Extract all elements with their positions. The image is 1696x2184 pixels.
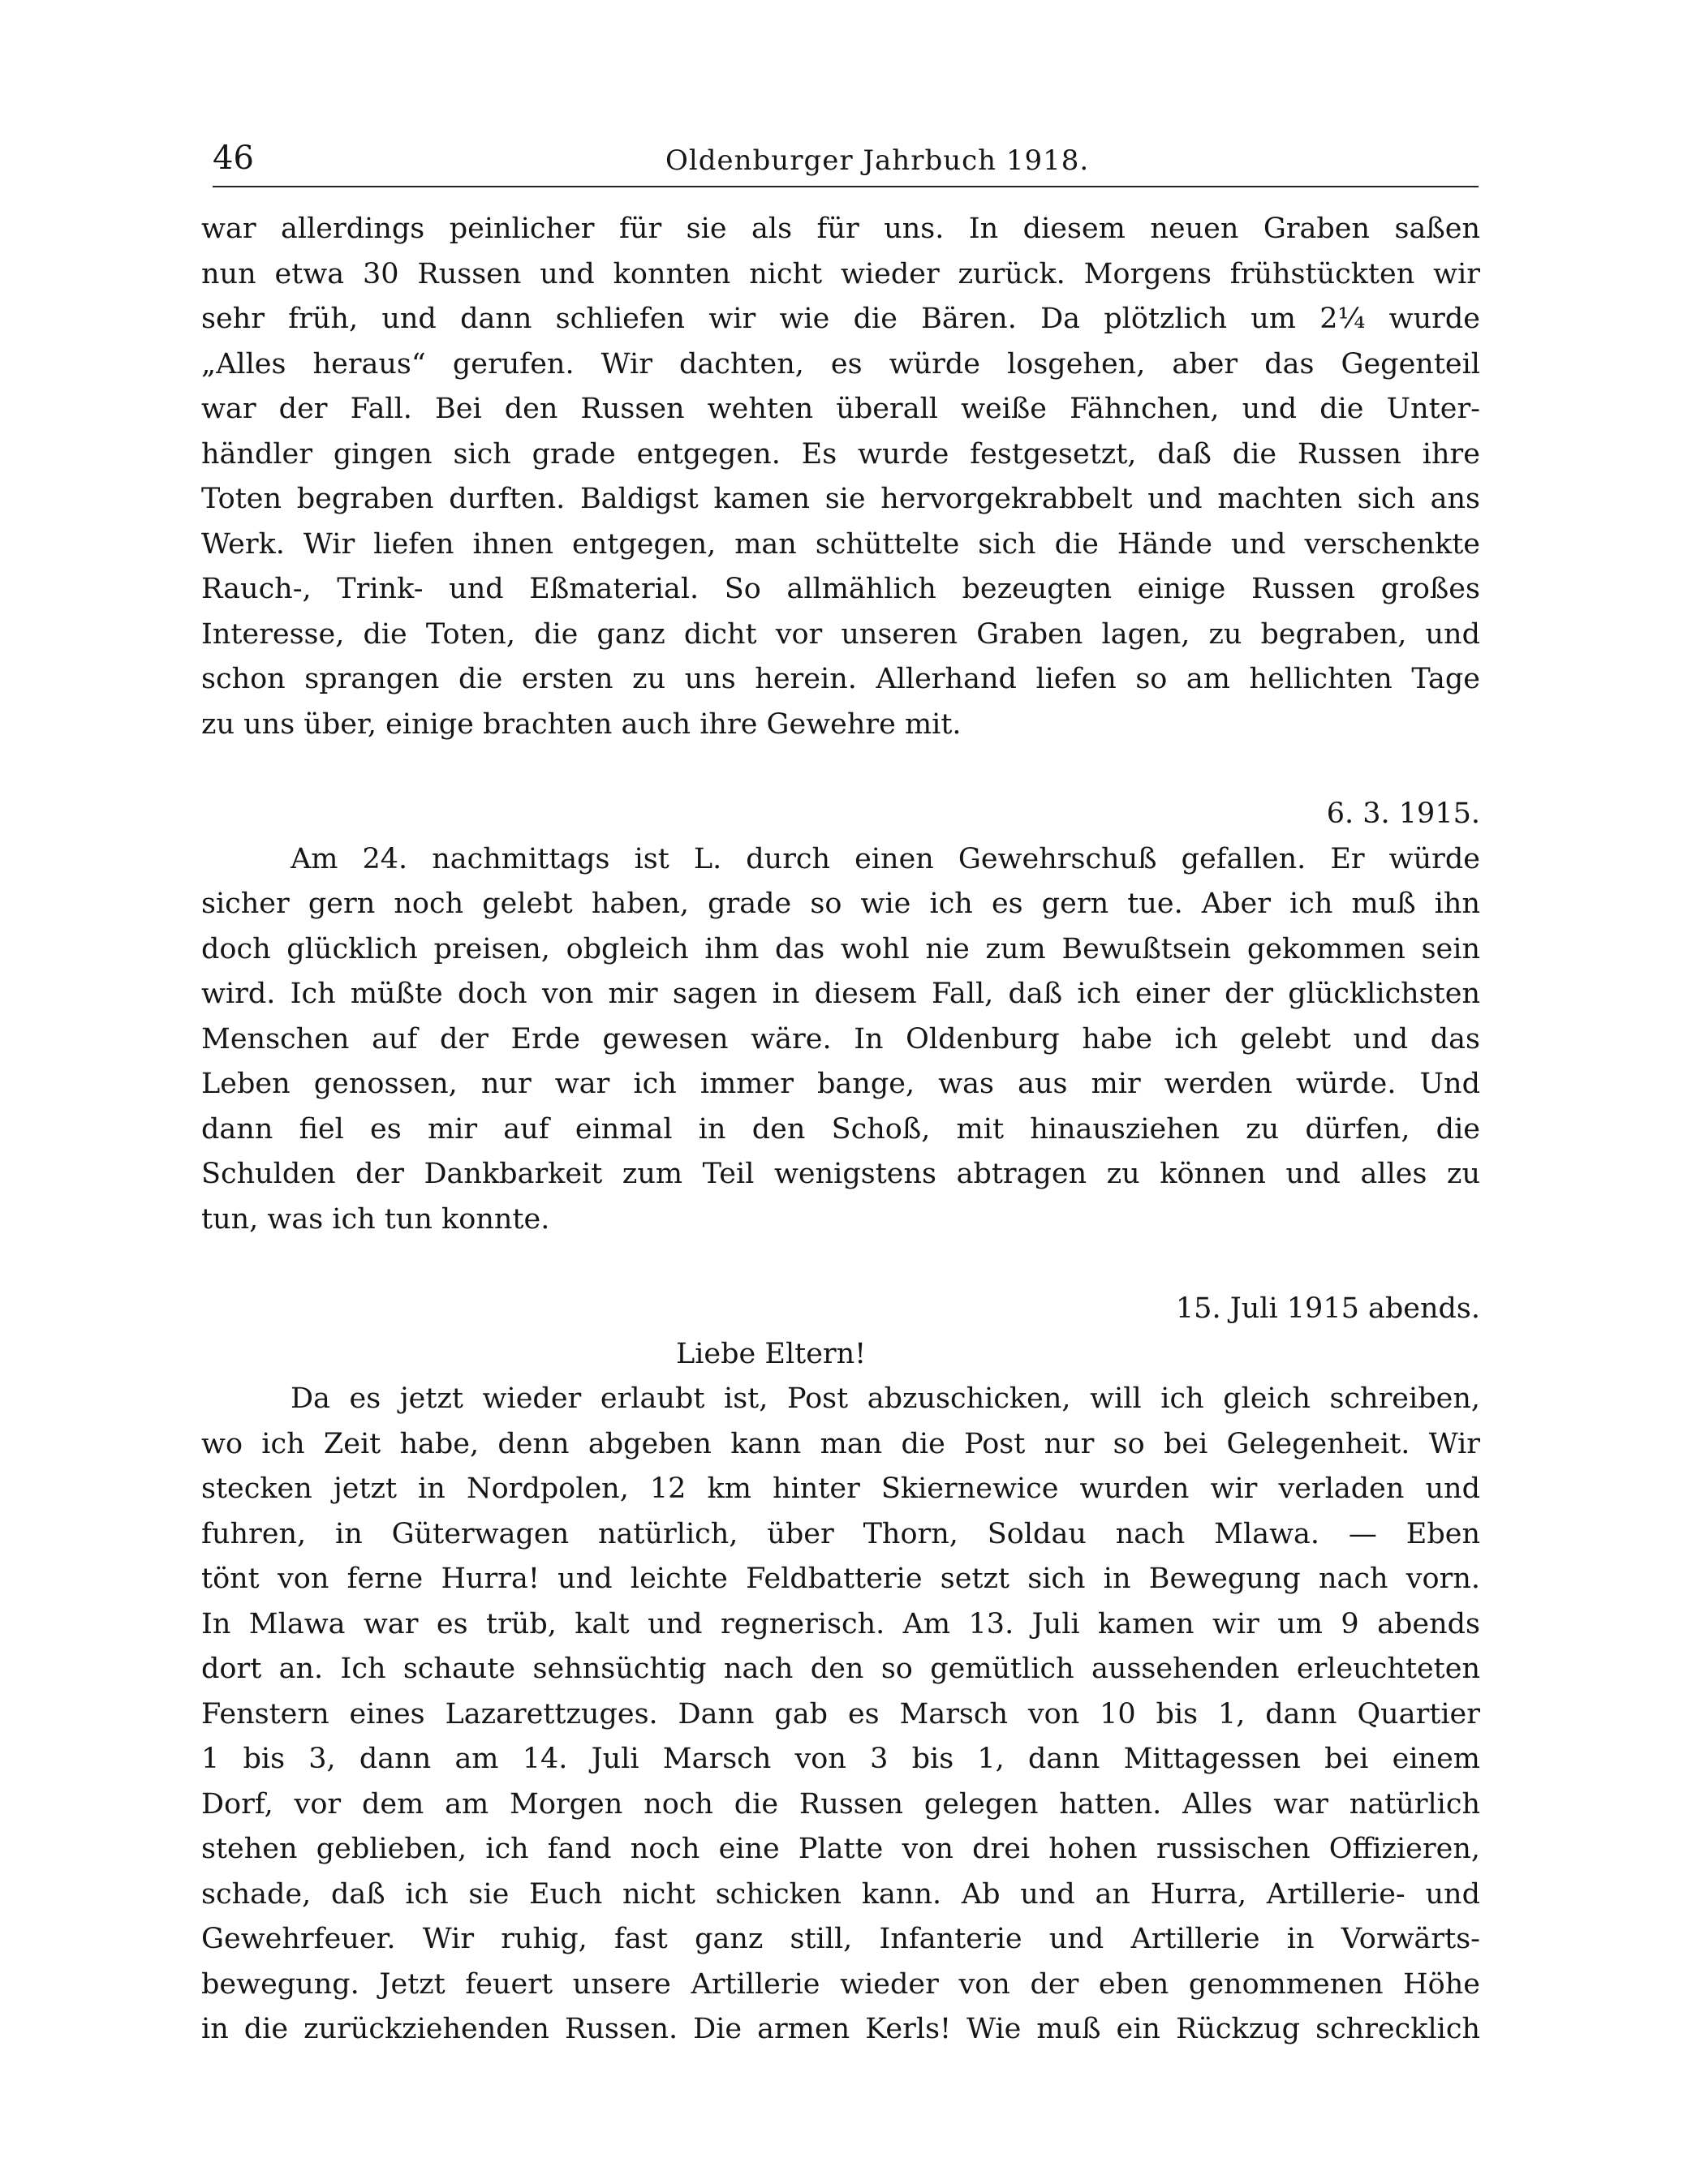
text-line: bewegung. Jetzt feuert unsere Artillerie wieder von der eben genommenen Höhe bbox=[201, 1967, 1480, 2001]
text-line: wird. Ich müßte doch von mir sagen in diesem Fall, daß ich einer der glücklichsten bbox=[201, 978, 1480, 1010]
body-text bbox=[201, 207, 1480, 2053]
text-line: in die zurückziehenden Russen. Die armen Kerls! Wie muß ein Rückzug schrecklich bbox=[201, 2013, 1480, 2045]
running-title: Oldenburger Jahrbuch 1918. bbox=[665, 144, 1090, 177]
text-line: war der Fall. Bei den Russen wehten überall weiße Fähnchen, und die Unter- bbox=[201, 393, 1480, 425]
section-spacer bbox=[201, 1242, 1480, 1287]
text-line: zu uns über, einige brachten auch ihre Gewehre mit. bbox=[201, 707, 962, 741]
header-rule bbox=[213, 186, 1479, 187]
paragraph-letter bbox=[201, 1377, 1480, 2053]
page-header bbox=[213, 140, 1479, 188]
text-line: sehr früh, und dann schliefen wir wie die Bären. Da plötzlich um 2¼ wurde bbox=[201, 303, 1480, 335]
text-line: stecken jetzt in Nordpolen, 12 km hinter Skiernewice wurden wir verladen und bbox=[201, 1472, 1480, 1505]
text-line: „Alles heraus“ gerufen. Wir dachten, es würde losgehen, aber das Gegenteil bbox=[201, 347, 1480, 380]
text-line: Am 24. nachmittags ist L. durch einen Gewehrschuß gefallen. Er würde bbox=[291, 842, 1480, 875]
text-line: wo ich Zeit habe, denn abgeben kann man die Post nur so bei Gelegenheit. Wir bbox=[201, 1427, 1480, 1460]
text-line: händler gingen sich grade entgegen. Es wurde festgesetzt, daß die Russen ihre bbox=[201, 437, 1480, 471]
text-line: doch glücklich preisen, obgleich ihm das wohl nie zum Bewußtsein gekommen sein bbox=[201, 932, 1480, 965]
text-line: stehen geblieben, ich fand noch eine Platte von drei hohen russischen Offizieren, bbox=[201, 1833, 1480, 1865]
text-line: Da es jetzt wieder erlaubt ist, Post abzuschicken, will ich gleich schreiben, bbox=[291, 1382, 1480, 1415]
text-line: Werk. Wir liefen ihnen entgegen, man schüttelte sich die Hände und verschenkte bbox=[201, 527, 1480, 561]
page-number: 46 bbox=[213, 140, 254, 177]
text-line: In Mlawa war es trüb, kalt und regnerisch. Am 13. Juli kamen wir um 9 abends bbox=[201, 1607, 1480, 1640]
entry-date: 15. Juli 1915 abends. bbox=[1175, 1292, 1480, 1325]
text-line: Leben genossen, nur war ich immer bange, was aus mir werden würde. Und bbox=[201, 1068, 1480, 1100]
paragraph-trench-truce bbox=[201, 207, 1480, 747]
text-line: schade, daß ich sie Euch nicht schicken kann. Ab und an Hurra, Artillerie- und bbox=[201, 1877, 1480, 1911]
text-line: dort an. Ich schaute sehnsüchtig nach den so gemütlich aussehenden erleuchteten bbox=[201, 1653, 1480, 1685]
text-line: sicher gern noch gelebt haben, grade so wie ich es gern tue. Aber ich muß ihn bbox=[201, 888, 1480, 920]
entry-date: 6. 3. 1915. bbox=[1326, 798, 1480, 830]
text-line: tönt von ferne Hurra! und leichte Feldbatterie setzt sich in Bewegung nach vorn. bbox=[201, 1563, 1480, 1595]
text-line: Rauch-, Trink- und Eßmaterial. So allmählich bezeugten einige Russen großes bbox=[201, 573, 1480, 605]
text-line: Schulden der Dankbarkeit zum Teil wenigstens abtragen zu können und alles zu bbox=[201, 1158, 1480, 1190]
text-line: dann fiel es mir auf einmal in den Schoß, mit hinausziehen zu dürfen, die bbox=[201, 1112, 1480, 1146]
text-line: war allerdings peinlicher für sie als für uns. In diesem neuen Graben saßen bbox=[201, 213, 1480, 245]
letter-salutation: Liebe Eltern! bbox=[676, 1337, 867, 1370]
text-line: schon sprangen die ersten zu uns herein. Allerhand liefen so am hellichten Tage bbox=[201, 663, 1480, 695]
text-line: 1 bis 3, dann am 14. Juli Marsch von 3 bis 1, dann Mittagessen bei einem bbox=[201, 1743, 1480, 1775]
text-line: tun, was ich tun konnte. bbox=[201, 1202, 550, 1236]
text-line: Gewehrfeuer. Wir ruhig, fast ganz still, Infanterie und Artillerie in Vorwärts- bbox=[201, 1923, 1480, 1955]
paragraph-death-report bbox=[201, 837, 1480, 1243]
text-line: Interesse, die Toten, die ganz dicht vor unseren Graben lagen, zu begraben, und bbox=[201, 617, 1480, 651]
text-line: Menschen auf der Erde gewesen wäre. In Oldenburg habe ich gelebt und das bbox=[201, 1022, 1480, 1055]
text-line: Dorf, vor dem am Morgen noch die Russen gelegen hatten. Alles war natürlich bbox=[201, 1787, 1480, 1821]
text-line: fuhren, in Güterwagen natürlich, über Thorn, Soldau nach Mlawa. — Eben bbox=[201, 1517, 1480, 1550]
text-line: Toten begraben durften. Baldigst kamen sie hervorgekrabbelt und machten sich ans bbox=[201, 483, 1480, 515]
section-spacer bbox=[201, 747, 1480, 792]
text-line: Fenstern eines Lazarettzuges. Dann gab es Marsch von 10 bis 1, dann Quartier bbox=[201, 1697, 1480, 1730]
text-line: nun etwa 30 Russen und konnten nicht wieder zurück. Morgens frühstückten wir bbox=[201, 257, 1480, 290]
